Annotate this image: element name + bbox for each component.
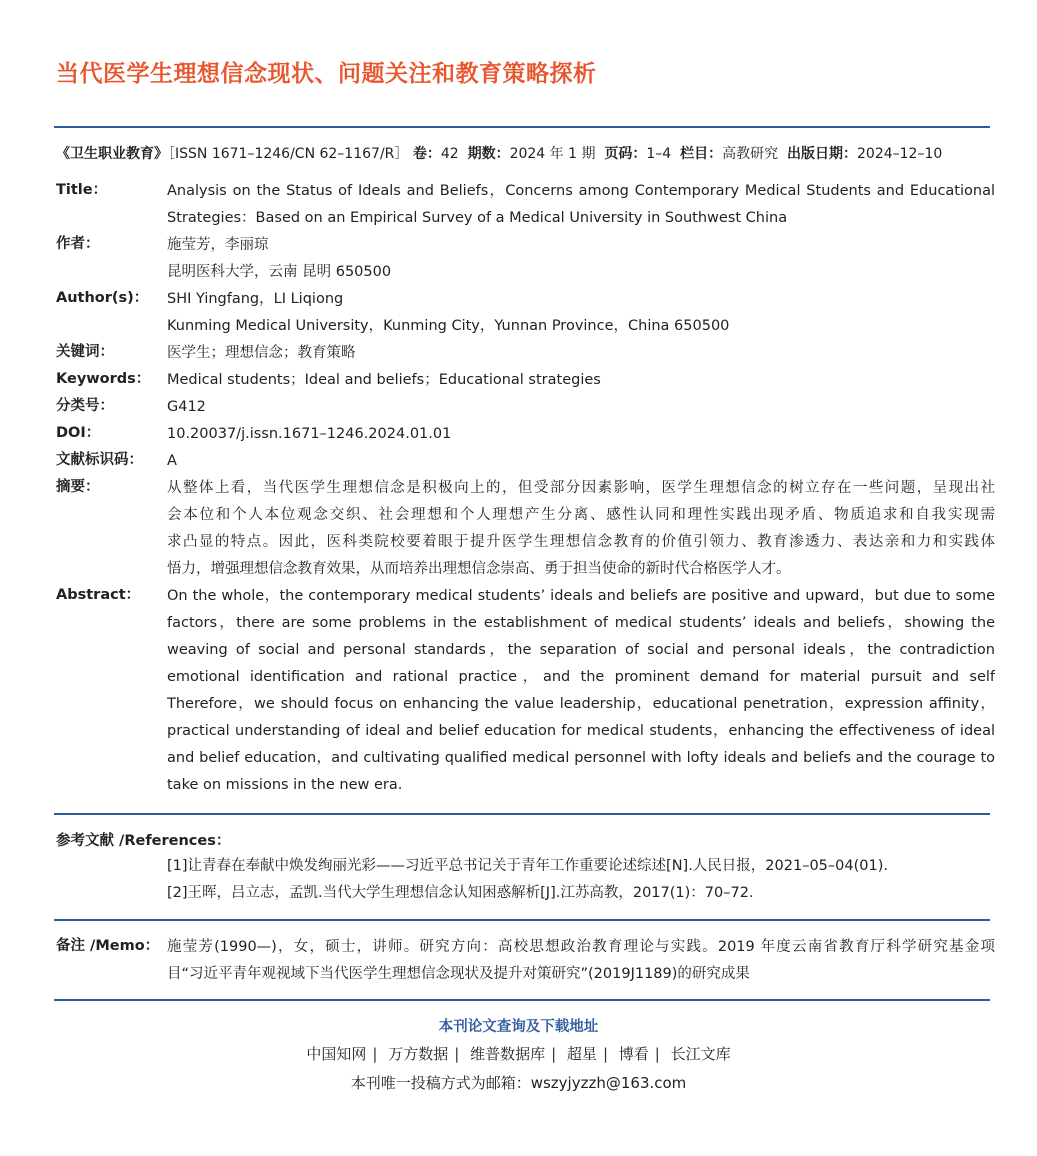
volume: 42 [440, 146, 459, 162]
abstract-line: and belief education，and cultivating qualified medical personnel with lofty ideals and beliefs and the courage to [167, 750, 995, 766]
volume-label: 卷： [412, 146, 441, 162]
divider [54, 813, 990, 815]
issue: 2024 年 1 期 [509, 146, 596, 162]
abstract-line: Therefore，we should focus on enhancing the value leadership，educational penetration，expression affinity， [167, 696, 995, 712]
summary-line: 求凸显的特点。因此，医科类院校要着眼于提升医学生理想信念教育的价值引领力、教育渗透力、表达亲和力和实践体 [167, 534, 995, 550]
link-bookan[interactable]: 博看 [618, 1045, 649, 1063]
column-label: 栏目： [680, 146, 723, 162]
class-number: G412 [167, 399, 206, 415]
summary-line: 从整体上看，当代医学生理想信念是积极向上的，但受部分因素影响，医学生理想信念的树立存在一些问题，呈现出社 [167, 480, 995, 496]
title-en-line: Analysis on the Status of Ideals and Beliefs，Concerns among Contemporary Medical Students and Educational [167, 183, 995, 199]
abstract-line: On the whole，the contemporary medical students’ ideals and beliefs are positive and upward，but due to some [167, 588, 995, 604]
authors-cn: 施莹芳，李丽琼 [167, 237, 269, 253]
link-cnki[interactable]: 中国知网 [306, 1045, 367, 1063]
divider [54, 999, 990, 1001]
summary-line: 悟力，增强理想信念教育效果，从而培养出理想信念崇高、勇于担当使命的新时代合格医学人才。 [167, 561, 791, 577]
memo-line: 目“习近平青年观视域下当代医学生理想信念现状及提升对策研究”(2019J1189)的研究成果 [167, 966, 750, 982]
abstract-line: weaving of social and personal standards，the separation of social and personal ideals，the contradiction [167, 642, 995, 658]
field-label: Keywords： [56, 371, 151, 387]
doc-code: A [167, 453, 177, 469]
column: 高教研究 [722, 146, 779, 162]
issn: ［ISSN 1671–1246/CN 62–1167/R］ [168, 146, 409, 162]
divider [54, 919, 990, 921]
memo-line: 施莹芳(1990—)，女，硕士，讲师。研究方向：高校思想政治教育理论与实践。2019 年度云南省教育厅科学研究基金项 [167, 939, 995, 955]
abstract-line: take on missions in the new era. [167, 777, 403, 793]
references-list [167, 853, 987, 907]
field-label: Author(s)： [56, 290, 149, 306]
footer-title: 本刊论文查询及下载地址 [438, 1019, 599, 1035]
field-label: Title： [56, 182, 108, 198]
field-label: 文献标识码： [56, 452, 143, 468]
abstract-line: emotional identification and rational practice，and the prominent demand for material pursuit and self [167, 669, 995, 685]
issue-label: 期数： [467, 146, 510, 162]
separator: | [454, 1045, 460, 1063]
authors-en: SHI Yingfang，LI Liqiong [167, 291, 344, 307]
field-label: 作者： [56, 236, 100, 252]
pages: 1–4 [646, 146, 672, 162]
publish-date: 2024–12–10 [857, 146, 943, 162]
link-chaoxing[interactable]: 超星 [566, 1045, 597, 1063]
field-label: 摘要： [56, 479, 100, 495]
doi-link[interactable]: 10.20037/j.issn.1671–1246.2024.01.01 [167, 426, 452, 442]
title-en-line: Strategies：Based on an Empirical Survey of a Medical University in Southwest China [167, 210, 788, 226]
keywords-en: Medical students；Ideal and beliefs；Educational strategies [167, 372, 601, 388]
submission-email-line [0, 1072, 1037, 1093]
field-label: 分类号： [56, 398, 114, 414]
link-vip[interactable]: 维普数据库 [470, 1045, 546, 1063]
citation-meta [56, 143, 991, 163]
abstract-line: factors，there are some problems in the establishment of medical students’ ideals and beliefs，showing the [167, 615, 995, 631]
memo-label: 备注 /Memo： [56, 938, 160, 954]
abstract-line: practical understanding of ideal and belief education for medical students，enhancing the effectiveness of ideal [167, 723, 995, 739]
email-address[interactable]: wszyjyzzh@163.com [530, 1074, 687, 1092]
separator: | [602, 1045, 608, 1063]
email-label: 本刊唯一投稿方式为邮箱： [350, 1074, 531, 1092]
references-heading: 参考文献 /References： [56, 833, 231, 849]
reference-item: [1]让青春在奉献中焕发绚丽光彩——习近平总书记关于青年工作重要论述综述[N].人民日报，2021–05–04(01). [167, 858, 888, 874]
database-links [0, 1043, 1037, 1064]
journal-name: 《卫生职业教育》 [56, 146, 168, 162]
field-label: DOI： [56, 425, 101, 441]
summary-line: 会本位和个人本位观念交织、社会理想和个人理想产生分离、感性认同和理性实践出现矛盾、物质追求和自我实现需 [167, 507, 995, 523]
affiliation-cn: 昆明医科大学，云南 昆明 650500 [167, 264, 392, 280]
keywords-cn: 医学生；理想信念；教育策略 [167, 345, 356, 361]
link-wanfang[interactable]: 万方数据 [388, 1045, 449, 1063]
separator: | [372, 1045, 378, 1063]
separator: | [551, 1045, 557, 1063]
affiliation-en: Kunming Medical University，Kunming City，Yunnan Province，China 650500 [167, 318, 730, 334]
date-label: 出版日期： [787, 146, 858, 162]
reference-item: [2]王晖，吕立志，孟凯.当代大学生理想信念认知困惑解析[J].江苏高教，2017(1)：70–72. [167, 885, 754, 901]
link-changjiang[interactable]: 长江文库 [670, 1045, 731, 1063]
top-divider [54, 126, 990, 128]
field-label: Abstract： [56, 587, 141, 603]
article-title: 当代医学生理想信念现状、问题关注和教育策略探析 [56, 61, 597, 87]
field-label: 关键词： [56, 344, 114, 360]
separator: | [654, 1045, 660, 1063]
pages-label: 页码： [604, 146, 647, 162]
